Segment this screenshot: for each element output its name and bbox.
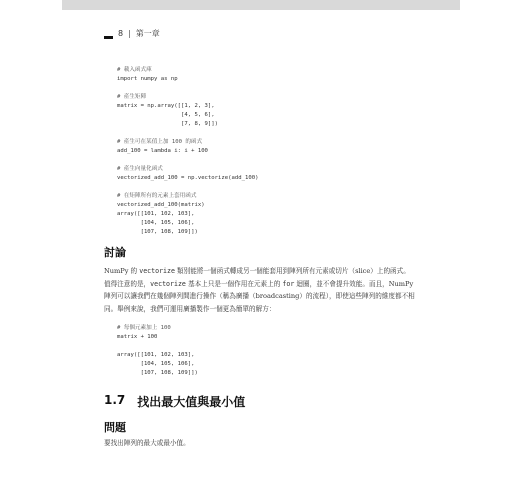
- code-output-2: [117, 351, 198, 378]
- code-line: [104, 105, 106],: [117, 361, 195, 367]
- inline-code: for: [282, 279, 295, 288]
- code-line: matrix + 100: [117, 334, 158, 340]
- code-comment-line: # 產生向量化函式: [117, 166, 163, 172]
- problem-heading: 問題: [104, 421, 126, 434]
- code-block-setup: [117, 66, 258, 210]
- header-mark: [104, 36, 113, 39]
- page-header: [104, 27, 160, 39]
- paragraph-text: 類別能將一個函式轉成另一個能套用到陣列所有元素或切片（slice）上的函式。值得注意的是，: [104, 267, 410, 288]
- code-comment-line: # 產生矩陣: [117, 94, 147, 100]
- paragraph-text: 基本上只是一個作用在元素上的: [185, 279, 283, 288]
- code-line: array([[101, 102, 103],: [117, 211, 195, 217]
- discussion-paragraph: [104, 265, 416, 315]
- code-line: [7, 8, 9]]): [117, 121, 219, 127]
- code-line: [4, 5, 6],: [117, 112, 215, 118]
- code-line: array([[101, 102, 103],: [117, 352, 195, 358]
- code-block-broadcast: [117, 324, 171, 342]
- discussion-heading: 討論: [104, 246, 126, 259]
- problem-text: 要找出陣列的最大或最小值。: [104, 439, 190, 447]
- section-number: 1.7: [104, 393, 126, 407]
- inline-code: vectorize: [139, 267, 175, 275]
- code-line: vectorized_add_100(matrix): [117, 202, 205, 208]
- chapter-label: 第一章: [135, 28, 160, 38]
- code-comment-line: # 載入函式庫: [117, 67, 152, 73]
- code-comment-line: # 在矩陣所有的元素上套用函式: [117, 193, 197, 199]
- header-separator: |: [128, 28, 131, 38]
- code-line: [107, 108, 109]]): [117, 370, 198, 376]
- paragraph-text: 迴圈，並不會提升效能。而且，NumPy 陣列可以讓我們在幾個陣列間進行操作（稱為廣播（broadcasting）的流程），即使這些陣列的維度都不相同。舉例來說，我們可運用廣播製作一個更為簡單的解方：: [104, 279, 415, 313]
- code-comment-line: # 每個元素加上 100: [117, 325, 171, 331]
- code-line: [104, 105, 106],: [117, 220, 195, 226]
- section-heading: [104, 393, 245, 410]
- code-output-1: [117, 210, 198, 237]
- code-comment-line: # 產生可在某值上加 100 的函式: [117, 139, 203, 145]
- section-title: 找出最大值與最小值: [137, 395, 246, 409]
- code-line: vectorized_add_100 = np.vectorize(add_100): [117, 175, 259, 181]
- code-line: [107, 108, 109]]): [117, 229, 198, 235]
- paragraph-text: NumPy 的: [104, 267, 140, 275]
- code-line: import numpy as np: [117, 76, 178, 82]
- code-line: add_100 = lambda i: i + 100: [117, 148, 208, 154]
- inline-code: vectorize: [150, 279, 186, 288]
- top-gray-bar: [62, 0, 460, 10]
- code-line: matrix = np.array([[1, 2, 3],: [117, 103, 215, 109]
- page-number: 8: [118, 28, 124, 38]
